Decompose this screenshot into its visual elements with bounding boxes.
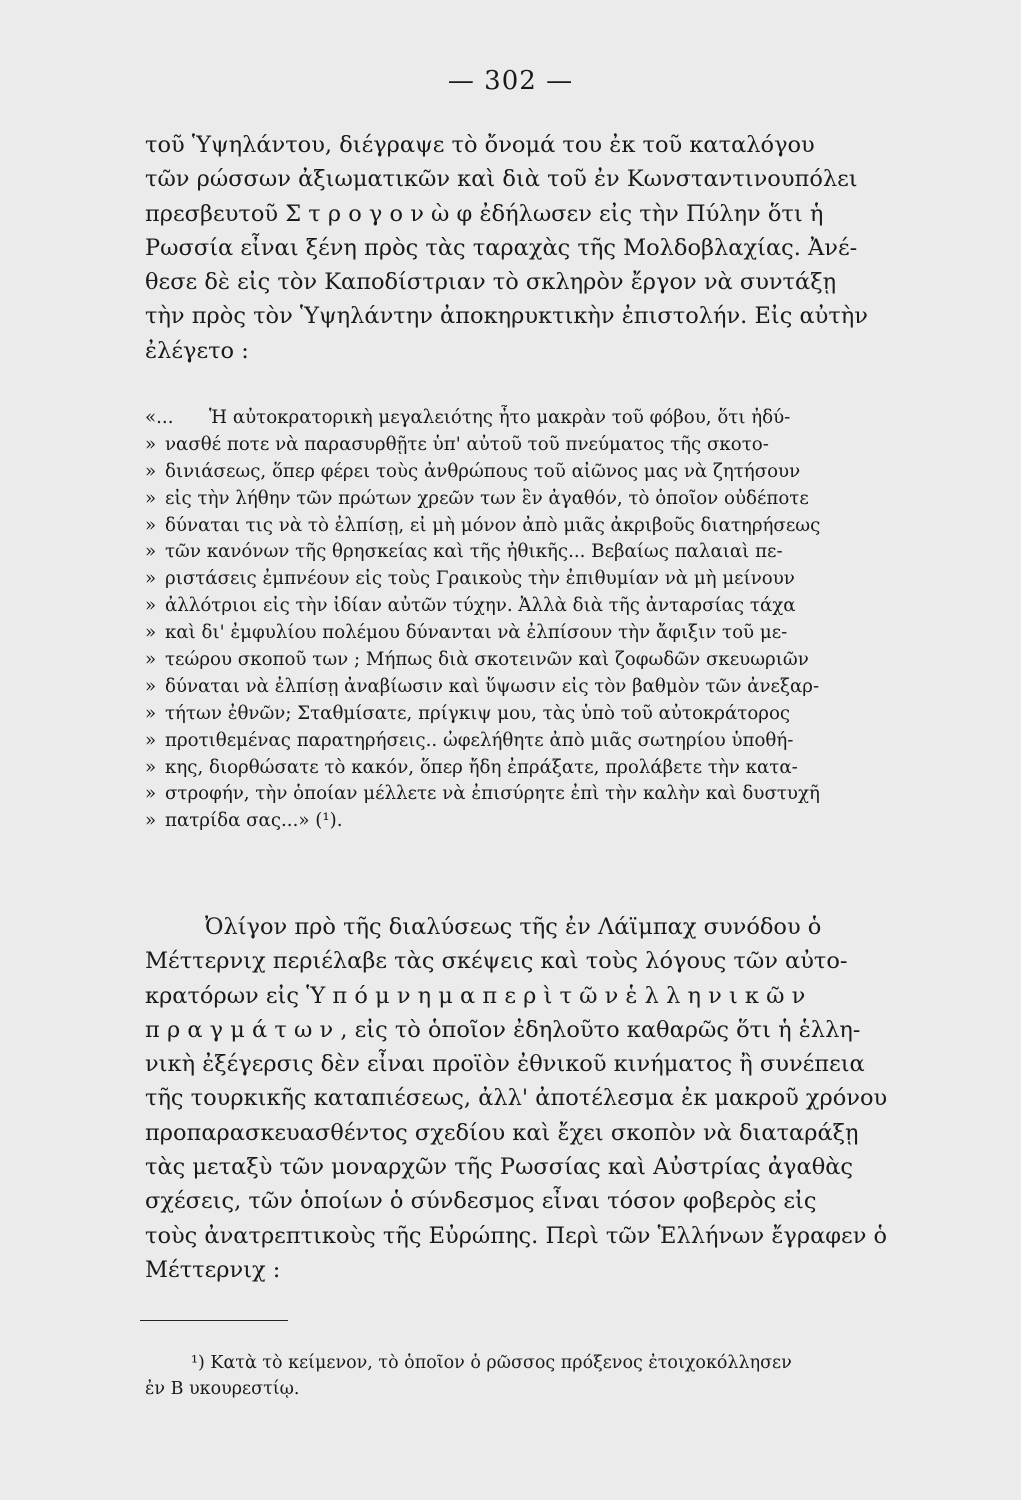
- footnote: [145, 1350, 1005, 1402]
- quote-mark: »: [145, 595, 157, 617]
- quote-line: [145, 620, 1005, 647]
- quote-text: καὶ δι' ἐμφυλίου πολέμου δύνανται νὰ ἐλπίσουν τὴν ἄφιξιν τοῦ με-: [165, 622, 788, 644]
- text-line: θεσε δὲ εἰς τὸν Καποδίστριαν τὸ σκληρὸν ἔργον νὰ συντάξῃ: [145, 269, 837, 296]
- quote-text: δινιάσεως, ὅπερ φέρει τοὺς ἀνθρώπους τοῦ αἰῶνος μας νὰ ζητήσουν: [165, 460, 801, 482]
- quote-mark: «...: [145, 407, 174, 428]
- footnote-rule: [140, 1320, 288, 1321]
- quote-text: προτιθεμένας παρατηρήσεις.. ὠφελήθητε ἀπὸ μιᾶς σωτηρίου ὑποθή-: [165, 729, 794, 751]
- quote-line: [145, 781, 1005, 808]
- block-quote: [145, 405, 1005, 835]
- quote-text: πατρίδα σας...» (¹).: [165, 810, 343, 832]
- quote-mark: »: [145, 622, 157, 644]
- quote-text: δύναται νὰ ἐλπίσῃ ἀναβίωσιν καὶ ὕψωσιν εἰς τὸν βαθμὸν τῶν ἀνεξαρ-: [165, 675, 820, 697]
- quote-text: εἰς τὴν λήθην τῶν πρώτων χρεῶν των ἓν ἀγαθόν, τὸ ὁποῖον οὐδέποτε: [165, 487, 809, 509]
- quote-line: [145, 808, 1005, 835]
- quote-mark: »: [145, 460, 157, 482]
- quote-line: [145, 701, 1005, 728]
- quote-mark: »: [145, 568, 157, 590]
- quote-mark: »: [145, 729, 157, 751]
- quote-mark: »: [145, 675, 157, 697]
- quote-mark: »: [145, 810, 157, 832]
- quote-line: [145, 566, 1005, 593]
- quote-text: τεώρου σκοποῦ των ; Μήπως διὰ σκοτεινῶν καὶ ζοφωδῶν σκευωριῶν: [165, 649, 809, 671]
- text-line: τὴν πρὸς τὸν Ὑψηλάντην ἀποκηρυκτικὴν ἐπιστολήν. Εἰς αὐτὴν: [145, 303, 868, 330]
- quote-text: κης, διορθώσατε τὸ κακόν, ὅπερ ἤδη ἐπράξατε, προλάβετε τὴν κατα-: [165, 756, 798, 778]
- page-number: — 302 —: [447, 66, 574, 96]
- quote-line: [145, 405, 1005, 432]
- quote-text: δύναται τις νὰ τὸ ἐλπίσῃ, εἰ μὴ μόνον ἀπὸ μιᾶς ἀκριβοῦς διατηρήσεως: [165, 514, 821, 536]
- quote-mark: »: [145, 433, 157, 455]
- quote-text: ἀλλότριοι εἰς τὴν ἰδίαν αὐτῶν τύχην. Ἀλλὰ διὰ τῆς ἀνταρσίας τάχα: [165, 595, 796, 617]
- footnote-line: ¹) Κατὰ τὸ κείμενον, τὸ ὁποῖον ὁ ρῶσσος πρόξενος ἐτοιχοκόλλησεν: [191, 1353, 792, 1373]
- quote-line: [145, 486, 1005, 513]
- quote-text: τῶν κανόνων τῆς θρησκείας καὶ τῆς ἠθικῆς... Βεβαίως παλαιαὶ πε-: [165, 541, 783, 563]
- quote-line: [145, 593, 1005, 620]
- text-line: νικὴ ἐξέγερσις δὲν εἶναι προϊὸν ἐθνικοῦ κινήματος ἢ συνέπεια: [145, 1051, 865, 1078]
- quote-mark: »: [145, 541, 157, 563]
- text-line: τοῦ Ὑψηλάντου, διέγραψε τὸ ὄνομά του ἐκ τοῦ καταλόγου: [145, 132, 815, 158]
- quote-mark: »: [145, 487, 157, 509]
- text-line: τοὺς ἀνατρεπτικοὺς τῆς Εὐρώπης. Περὶ τῶν Ἑλλήνων ἔγραφεν ὁ: [145, 1222, 888, 1249]
- quote-text: ριστάσεις ἐμπνέουν εἰς τοὺς Γραικοὺς τὴν ἐπιθυμίαν νὰ μὴ μείνουν: [165, 568, 795, 590]
- quote-text: στροφήν, τὴν ὁποίαν μέλλετε νὰ ἐπισύρητε ἐπὶ τὴν καλὴν καὶ δυστυχῆ: [165, 783, 820, 805]
- text-line: πρεσβευτοῦ Σ τ ρ ο γ ο ν ὼ φ ἐδήλωσεν εἰς τὴν Πύλην ὅτι ἡ: [145, 200, 824, 227]
- quote-line: [145, 513, 1005, 540]
- text-line: Ὀλίγον πρὸ τῆς διαλύσεως τῆς ἐν Λάϊμπαχ συνόδου ὁ: [205, 914, 822, 940]
- quote-mark: »: [145, 649, 157, 671]
- quote-mark: »: [145, 702, 157, 724]
- text-line: π ρ α γ μ ά τ ω ν , εἰς τὸ ὁποῖον ἐδηλοῦτο καθαρῶς ὅτι ἡ ἑλλη-: [145, 1016, 861, 1043]
- quote-line: [145, 539, 1005, 566]
- text-line: Μέττερνιχ :: [145, 1256, 281, 1283]
- quote-text: νασθέ ποτε νὰ παρασυρθῇτε ὑπ' αὐτοῦ τοῦ πνεύματος τῆς σκοτο-: [165, 433, 769, 455]
- quote-text: τήτων ἐθνῶν; Σταθμίσατε, πρίγκιψ μου, τὰς ὑπὸ τοῦ αὐτοκράτορος: [165, 702, 791, 724]
- quote-line: [145, 728, 1005, 755]
- quote-mark: »: [145, 756, 157, 778]
- text-line: κρατόρων εἰς Ὑ π ό μ ν η μ α π ε ρ ὶ τ ῶ ν ἑ λ λ η ν ι κ ῶ ν: [145, 982, 806, 1009]
- text-line: προπαρασκευασθέντος σχεδίου καὶ ἔχει σκοπὸν νὰ διαταράξῃ: [145, 1119, 859, 1146]
- text-line: ἐλέγετο :: [145, 337, 249, 364]
- text-line: Μέττερνιχ περιέλαβε τὰς σκέψεις καὶ τοὺς λόγους τῶν αὐτο-: [145, 948, 848, 975]
- quote-line: [145, 432, 1005, 459]
- footnote-line: ἐν Β υκουρεστίῳ.: [145, 1379, 300, 1399]
- text-line: Ρωσσία εἶναι ξένη πρὸς τὰς ταραχὰς τῆς Μολδοβλαχίας. Ἀνέ-: [145, 234, 858, 261]
- quote-mark: »: [145, 783, 157, 805]
- text-line: τῶν ρώσσων ἀξιωματικῶν καὶ διὰ τοῦ ἐν Κωνσταντινουπόλει: [145, 166, 858, 193]
- quote-line: [145, 755, 1005, 782]
- text-line: τὰς μεταξὺ τῶν μοναρχῶν τῆς Ρωσσίας καὶ Αὐστρίας ἀγαθὰς: [145, 1154, 854, 1181]
- quote-line: [145, 674, 1005, 701]
- quote-line: [145, 459, 1005, 486]
- quote-text: Ἡ αὐτοκρατορικὴ μεγαλειότης ἦτο μακρὰν τοῦ φόβου, ὅτι ἠδύ-: [209, 407, 791, 428]
- paragraph-intro: [145, 128, 1005, 368]
- quote-line: [145, 647, 1005, 674]
- quote-mark: »: [145, 514, 157, 536]
- text-line: σχέσεις, τῶν ὁποίων ὁ σύνδεσμος εἶναι τόσον φοβερὸς εἰς: [145, 1188, 817, 1215]
- paragraph-metternich: [145, 910, 1005, 1287]
- text-line: τῆς τουρκικῆς καταπιέσεως, ἀλλ' ἀποτέλεσμα ἐκ μακροῦ χρόνου: [145, 1085, 888, 1112]
